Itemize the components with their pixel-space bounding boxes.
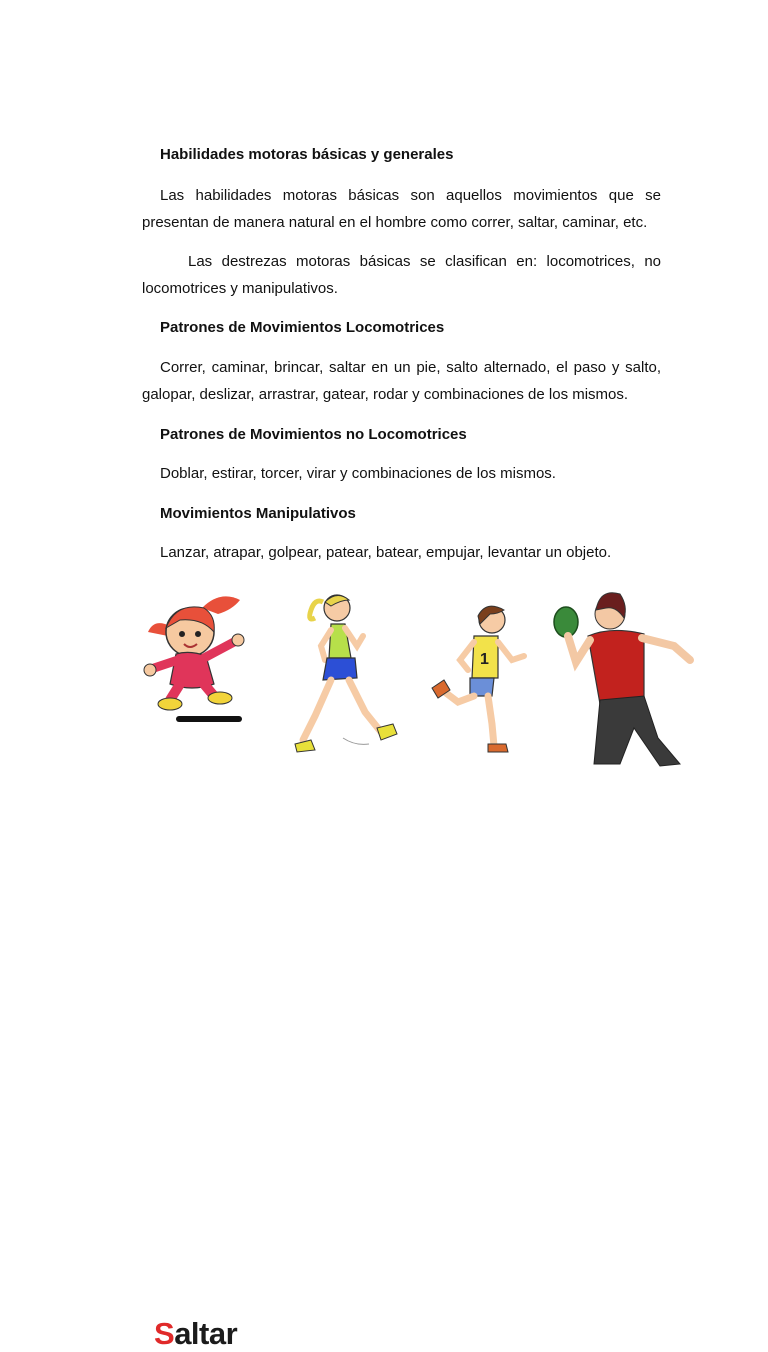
paragraph-habilidades: Las habilidades motoras básicas son aquellos movimientos que se presentan de manera natural en el hombre como correr, saltar, caminar, etc. — [142, 187, 661, 231]
heading-manipulativos: Movimientos Manipulativos — [160, 505, 356, 522]
walking-woman-illustration — [285, 588, 407, 763]
svg-text:1: 1 — [480, 651, 489, 668]
saltar-illustration — [140, 588, 268, 1351]
heading-locomotrices: Patrones de Movimientos Locomotrices — [160, 319, 445, 336]
paragraph-no-locomotrices: Doblar, estirar, torcer, virar y combinaciones de los mismos. — [160, 465, 556, 482]
paragraph-locomotrices: Correr, caminar, brincar, saltar en un pie, salto alternado, el paso y salto, galopar, deslizar, arrastrar, gatear, rodar y combinaciones de los mismos. — [142, 359, 661, 403]
saltar-label: Saltar — [154, 1316, 238, 1351]
running-boy-illustration — [428, 600, 530, 758]
paragraph-destrezas: Las destrezas motoras básicas se clasifican en: locomotrices, no locomotrices y manipulativos. — [142, 253, 661, 297]
walking-woman-icon — [285, 588, 407, 763]
throwing-man-icon — [548, 588, 704, 768]
running-boy-icon — [428, 600, 530, 758]
paragraph-manipulativos: Lanzar, atrapar, golpear, patear, batear, empujar, levantar un objeto. — [160, 544, 612, 561]
jumping-girl-icon — [140, 588, 268, 728]
heading-habilidades: Habilidades motoras básicas y generales — [160, 146, 454, 163]
throwing-man-illustration — [548, 588, 704, 768]
heading-no-locomotrices: Patrones de Movimientos no Locomotrices — [160, 426, 467, 443]
